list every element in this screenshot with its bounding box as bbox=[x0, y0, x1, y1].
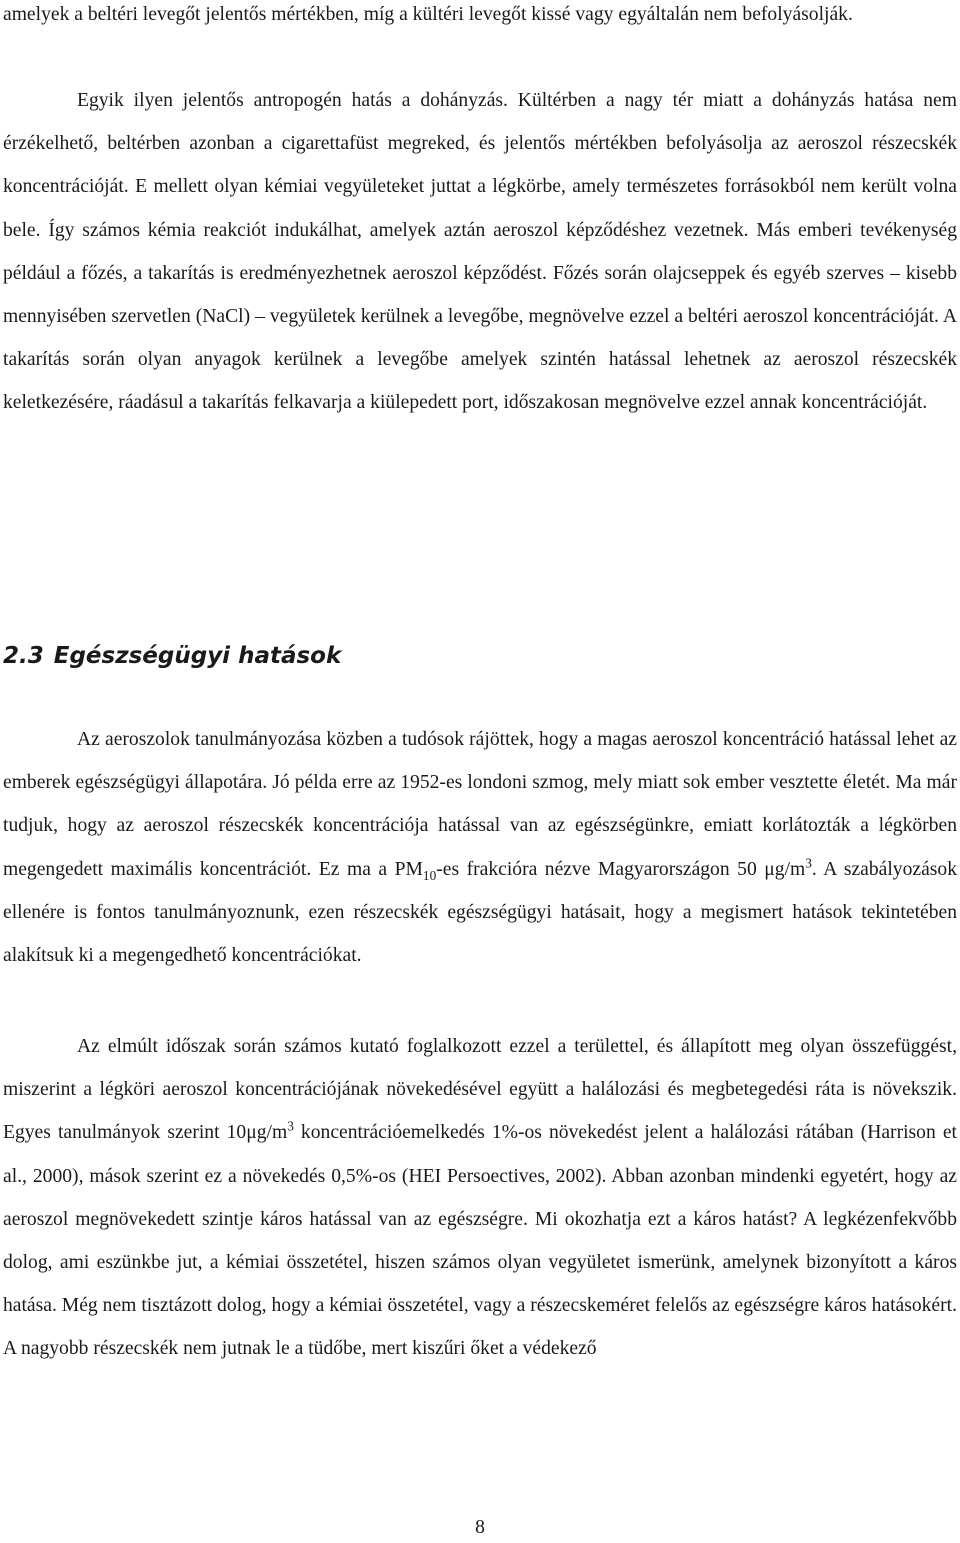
paragraph-health-intro bbox=[3, 718, 957, 977]
section-heading bbox=[3, 636, 341, 676]
paragraph-text: Az aeroszolok tanulmányozása közben a tudósok rájöttek, hogy a magas aeroszol koncentráció hatással lehet az emberek egészségügyi állapotára. Jó példa erre az 1952-es londoni szmog, mely miatt sok ember vesztette életét. Ma már tudjuk, hogy az aeroszol részecskék koncentrációja hatással van az egészségünkre, emiatt korlátozták a légkörben megengedett maximális koncentrációt. Ez ma a PM bbox=[3, 729, 957, 880]
section-number: 2.3 bbox=[3, 643, 44, 669]
subscript: 10 bbox=[422, 867, 437, 883]
superscript: 3 bbox=[805, 855, 812, 871]
superscript: 3 bbox=[287, 1118, 294, 1134]
paragraph-continuation: amelyek a beltéri levegőt jelentős mértékben, míg a kültéri levegőt kissé vagy egyáltalán nem befolyásolják. bbox=[3, 4, 853, 25]
page-number: 8 bbox=[475, 1517, 485, 1538]
paragraph-research bbox=[3, 1025, 957, 1371]
paragraph-text: . A szabályozások ellenére is fontos tanulmányoznunk, ezen részecskék egészségügyi hatásait, hogy a megismert hatások tekintetében alakítsuk ki a megengedhető koncentrációkat. bbox=[3, 858, 957, 967]
section-title: Egészségügyi hatások bbox=[53, 643, 342, 669]
paragraph-text: koncentrációemelkedés 1%-os növekedést jelent a halálozási rátában (Harrison et al., 2000), mások szerint ez a növekedés 0,5%-os (HEI Persoectives, 2002). Abban azonban mindenki egyetért, hogy az aeroszol megnövekedett szintje káros hatással van az egészségre. Mi okozhatja ezt a káros hatást? A legkézenfekvőbb dolog, ami eszünkbe jut, a kémiai összetétel, hiszen számos olyan vegyületet ismerünk, amelynek bizonyított a káros hatása. Még nem tisztázott dolog, hogy a kémiai összetétel, vagy a részecskeméret felelős az egészségre káros hatásokért. A nagyobb részecskék nem jutnak le a tüdőbe, mert kiszűri őket a védekező bbox=[3, 1122, 957, 1360]
paragraph-smoking: Egyik ilyen jelentős antropogén hatás a dohányzás. Kültérben a nagy tér miatt a dohányzás hatása nem érzékelhető, beltérben azonban a cigarettafüst megreked, és jelentős mértékben befolyásolja az aeroszol részecskék koncentrációját. E mellett olyan kémiai vegyületeket juttat a légkörbe, amely természetes forrásokból nem került volna bele. Így számos kémia reakciót indukálhat, amelyek aztán aeroszol képződéshez vezetnek. Más emberi tevékenység például a főzés, a takarítás is eredményezhetnek aeroszol képződést. Főzés során olajcseppek és egyéb szerves – kisebb mennyisében szervetlen (NaCl) – vegyületek kerülnek a levegőbe, megnövelve ezzel a beltéri aeroszol koncentrációját. A takarítás során olyan anyagok kerülnek a levegőbe amelyek szintén hatással lehetnek az aeroszol részecskék keletkezésére, ráadásul a takarítás felkavarja a kiülepedett port, időszakosan megnövelve ezzel annak koncentrációját. bbox=[3, 90, 957, 414]
paragraph-text: -es frakcióra nézve Magyarországon 50 μg/m bbox=[436, 858, 806, 880]
paragraph-text: Az elmúlt időszak során számos kutató foglalkozott ezzel a területtel, és állapított meg olyan összefüggést, miszerint a légköri aeroszol koncentrációjának növekedésével együtt a halálozási és megbetegedési ráta is növekszik. Egyes tanulmányok szerint 10μg/m bbox=[3, 1036, 957, 1144]
